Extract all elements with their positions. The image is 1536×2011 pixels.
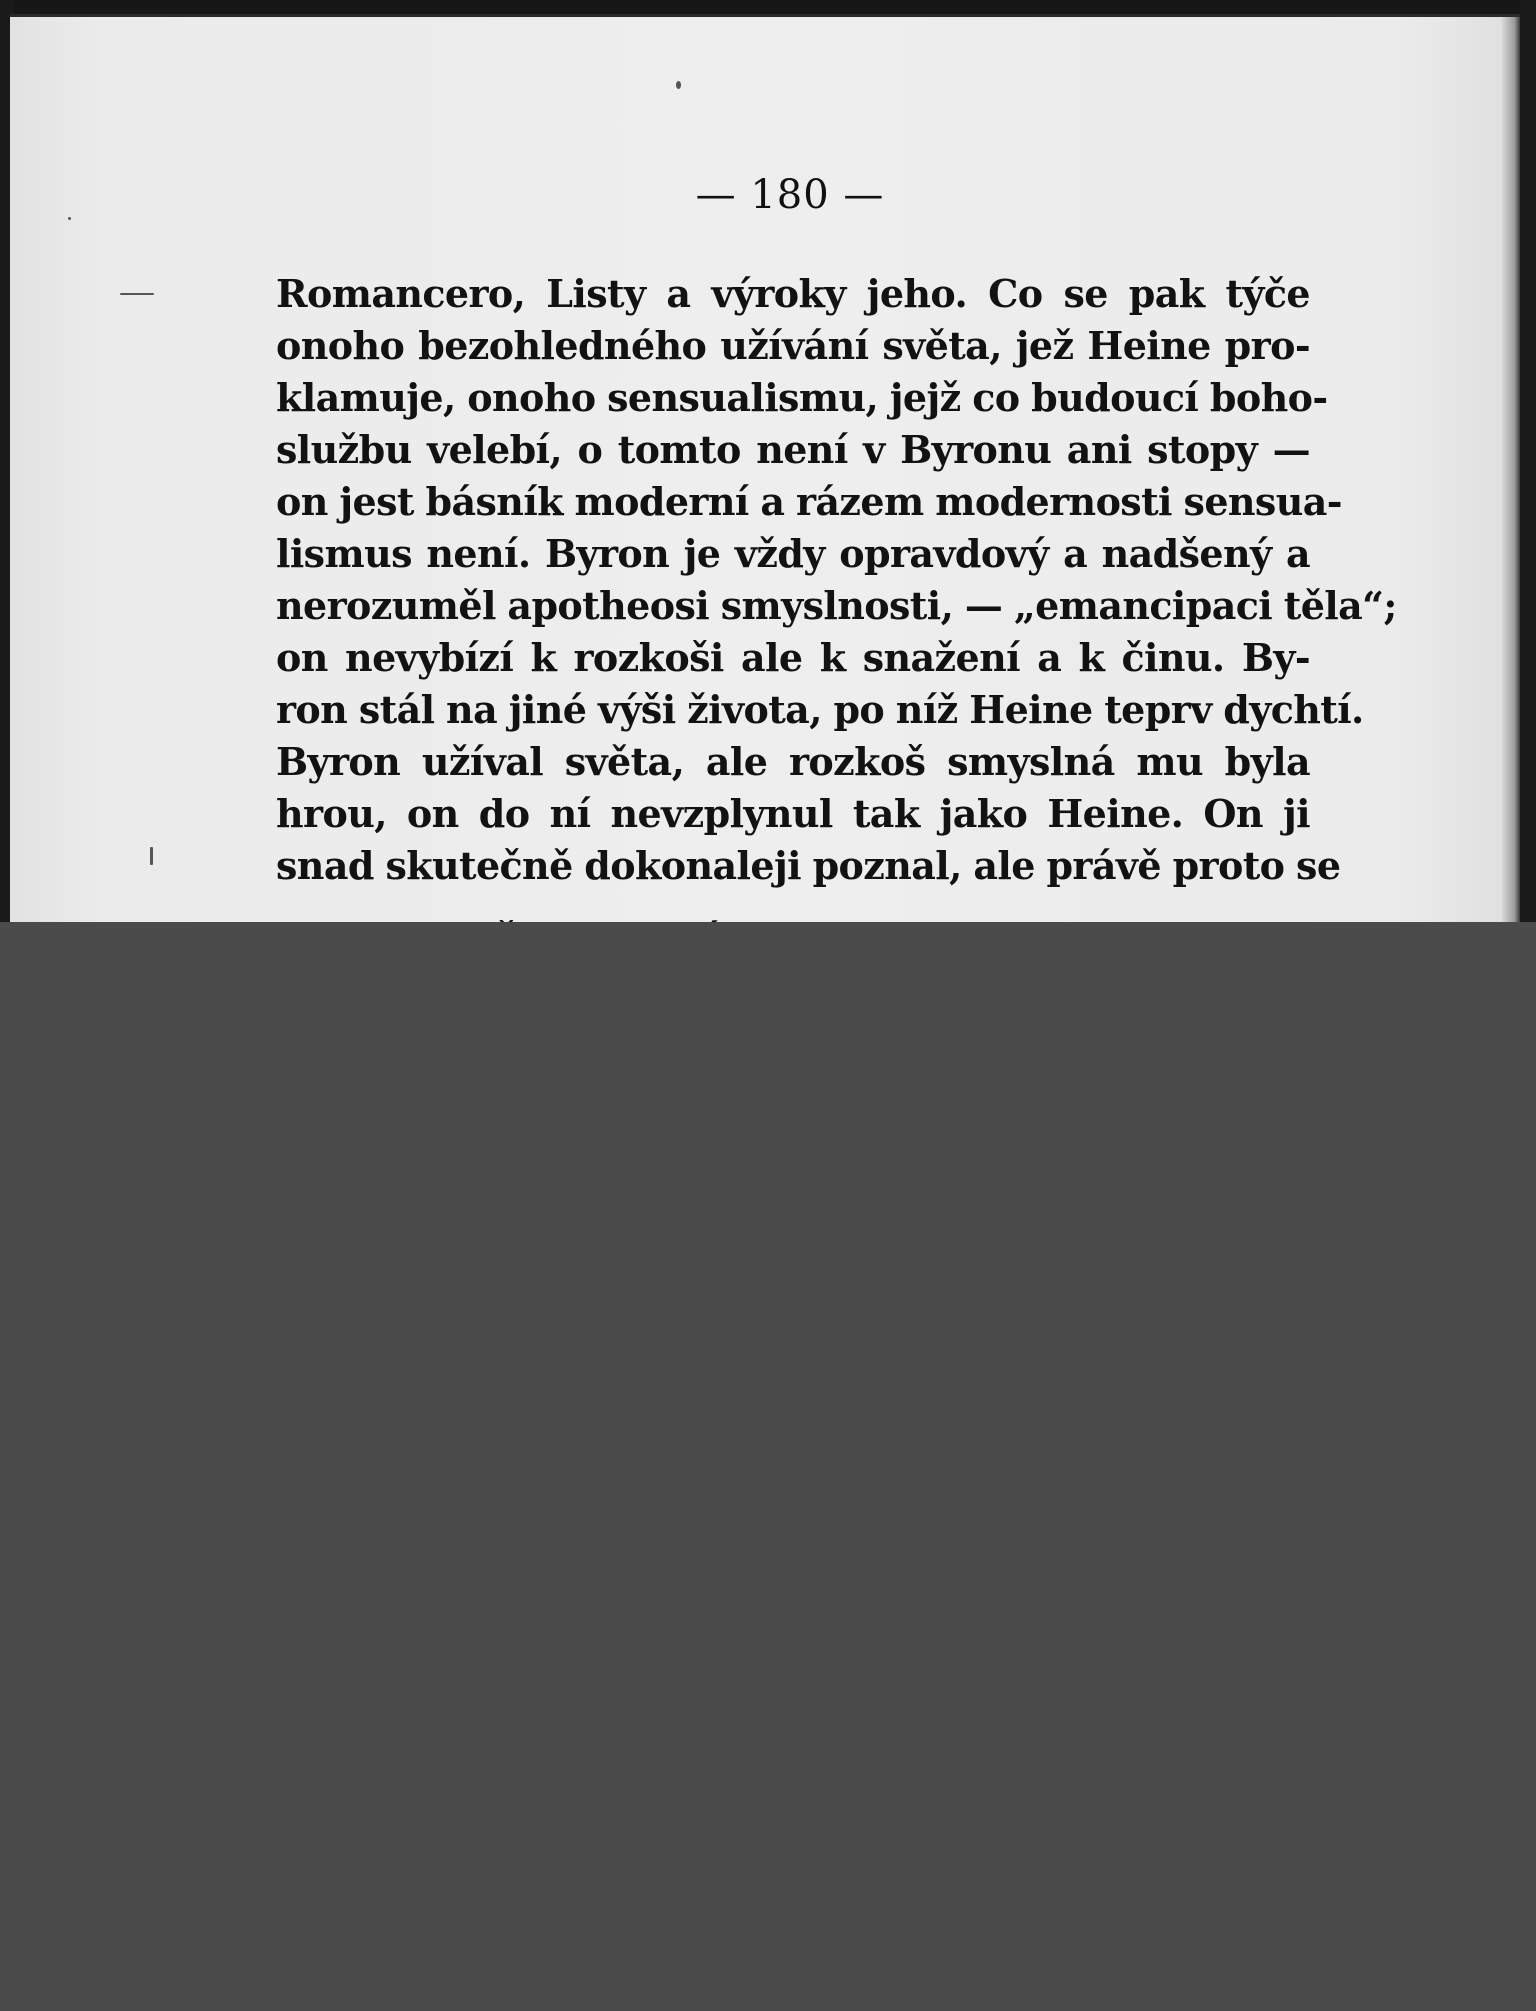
text-line: službu velebí, o tomto není v Byronu ani stopy — — [276, 427, 1310, 472]
scanner-right-border — [1520, 0, 1536, 940]
body-text — [276, 268, 1397, 892]
text-line: onoho bezohledného užívání světa, jež Heine pro- — [276, 323, 1310, 368]
grey-overlay — [0, 922, 1536, 2011]
text-line: ron stál na jiné výši života, po níž Heine teprv dychtí. — [276, 687, 1364, 732]
page-number: — 180 — — [695, 172, 885, 218]
text-line: lismus není. Byron je vždy opravdový a nadšený a — [276, 531, 1310, 576]
text-line: Byron užíval světa, ale rozkoš smyslná mu byla — [276, 739, 1310, 784]
dust-mark — [120, 293, 154, 295]
text-line: hrou, on do ní nevzplynul tak jako Heine. On ji — [276, 791, 1310, 836]
text-line: snad skutečně dokonaleji poznal, ale právě proto se — [276, 843, 1341, 888]
text-line: nerozuměl apotheosi smyslnosti, — „emancipaci těla“; — [276, 583, 1397, 628]
dust-speck — [676, 81, 681, 89]
text-line: Romancero, Listy a výroky jeho. Co se pak týče — [276, 271, 1310, 316]
dust-mark — [150, 847, 153, 865]
page-edge-shadow — [1502, 17, 1520, 943]
text-line: on nevybízí k rozkoši ale k snažení a k činu. By- — [276, 635, 1310, 680]
text-line: klamuje, onoho sensualismu, jejž co budoucí boho- — [276, 375, 1328, 420]
text-line: on jest básník moderní a rázem modernosti sensua- — [276, 479, 1342, 524]
